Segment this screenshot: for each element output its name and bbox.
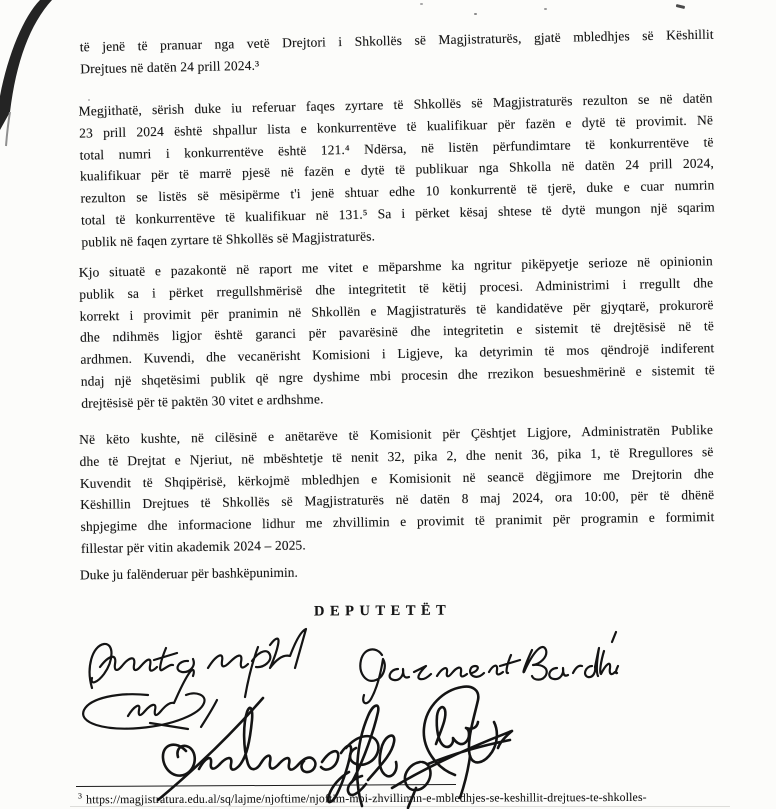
text-line: fillestar për vitin akademik 2024 – 2025. — [80, 537, 306, 556]
text-line: korrekt i provimit për pranimin në Shkollën e Magjistraturës të kandidatëve për gjyqtarë, prokurorë — [79, 296, 714, 324]
footnote-url: https://magjistratura.edu.al/sq/lajme/njoftime/njoftim-mbi-zhvillimin-e-mbledhjes-se-keshillit-drejtues-te-shkolles- — [86, 789, 647, 807]
text-line: ndaj një shqetësimi publik që ngre dyshime mbi procesin dhe rrezikon besueshmërinë e sistemit të — [80, 362, 715, 389]
deputies-heading: DEPUTETËT — [313, 602, 452, 620]
paragraph — [79, 419, 715, 560]
text-line: total numri i konkurrentëve është 121.⁴ Ndërsa, në listën përfundimtare të konkurrentëve të — [79, 133, 714, 163]
paragraph — [79, 250, 716, 414]
text-line: Kjo situatë e pazakontë në raport me vitet e mëparshme ka ngritur pikëpyetje serioze në opinionin — [78, 253, 713, 280]
scan-speck — [544, 8, 547, 10]
footnote-marker: 3 — [77, 791, 83, 801]
text-line: ardhmen. Kuvendi, dhe vecanërisht Komisioni i Ligjeve, ka detyrimin të mos qëndrojë indiferent — [80, 340, 715, 367]
text-line: Në këto kushte, në cilësinë e anëtarëve të Komisionit për Çështjet Ligjore, Administratën Publike — [79, 422, 714, 447]
text-line: rezulton se listës së mësipërme t'i jenë shtuar edhe 10 konkurrentë të tjerë, duke e cuar numrin — [80, 177, 715, 206]
text-line: shpjegime dhe informacione lidhur me zhvillimin e provimit të pranimit për programin e formimit — [80, 509, 715, 535]
footnote — [78, 789, 738, 808]
text-line: dhe të Drejtat e Njeriut, në mbështetje të nenit 32, pika 2, dhe nenit 36, pika 1, të Rregullores së — [79, 443, 714, 469]
scan-speck — [676, 4, 685, 9]
text-line: kualifikuar për të marrë pjesë në fazën e dytë të publikuar nga Shkolla në datën 24 prill 2024, — [79, 155, 715, 185]
scan-corner-artifact — [0, 0, 70, 150]
paragraph — [80, 24, 715, 80]
text-line: total të konkurrentëve të kualifikuar në 131.⁵ Sa i përket kësaj shtese të dytë mungon një sqarim — [80, 199, 715, 228]
paragraph — [78, 87, 715, 253]
text-line: dhe ndihmës ligjor është garanci për pavarësinë dhe integritetin e sistemit të drejtësisë në të — [79, 318, 715, 346]
text-line: publik në faqen zyrtare të Shkollës së Magjistraturës. — [81, 228, 376, 250]
scan-speck — [474, 13, 477, 15]
closing-line: Duke ju falënderuar për bashkëpunimin. — [79, 564, 298, 583]
text-line: publik sa i përket rregullshmërisë dhe integritetit të këtij procesi. Administrimi i rregullt dhe — [79, 274, 714, 302]
text-line: Drejtues në datën 24 prill 2024.³ — [80, 57, 260, 77]
text-line: Kuvendit të Shqipërisë, kërkojmë mbledhjen e Komisionit në seancë dëgjimore me Drejtorin dhe — [79, 465, 714, 491]
text-line: të jenë të pranuar nga vetë Drejtori i Shkollës së Magjistraturës, gjatë mbledhjes së Këshillit — [79, 26, 714, 55]
text-line: drejtësisë për të paktën 30 vitet e ardhshme. — [81, 391, 324, 411]
text-line: Megjithatë, sërish duke iu referuar faqes zyrtare të Shkollës së Magjistraturës rezulton se në datën — [78, 90, 713, 119]
text-line: Këshillin Drejtues të Shkollës së Magjistraturës në datën 8 maj 2024, ora 10:00, për të dhënë — [80, 487, 715, 513]
signature-left — [83, 629, 306, 729]
signature-gazment-bardhi-name — [360, 632, 618, 703]
text-line: 23 prill 2024 është shpallur lista e konkurrentëve të kualifikuar për fazën e dytë të provimit. Në — [78, 112, 714, 141]
footnote-separator — [76, 784, 456, 787]
scan-speck — [420, 3, 423, 5]
